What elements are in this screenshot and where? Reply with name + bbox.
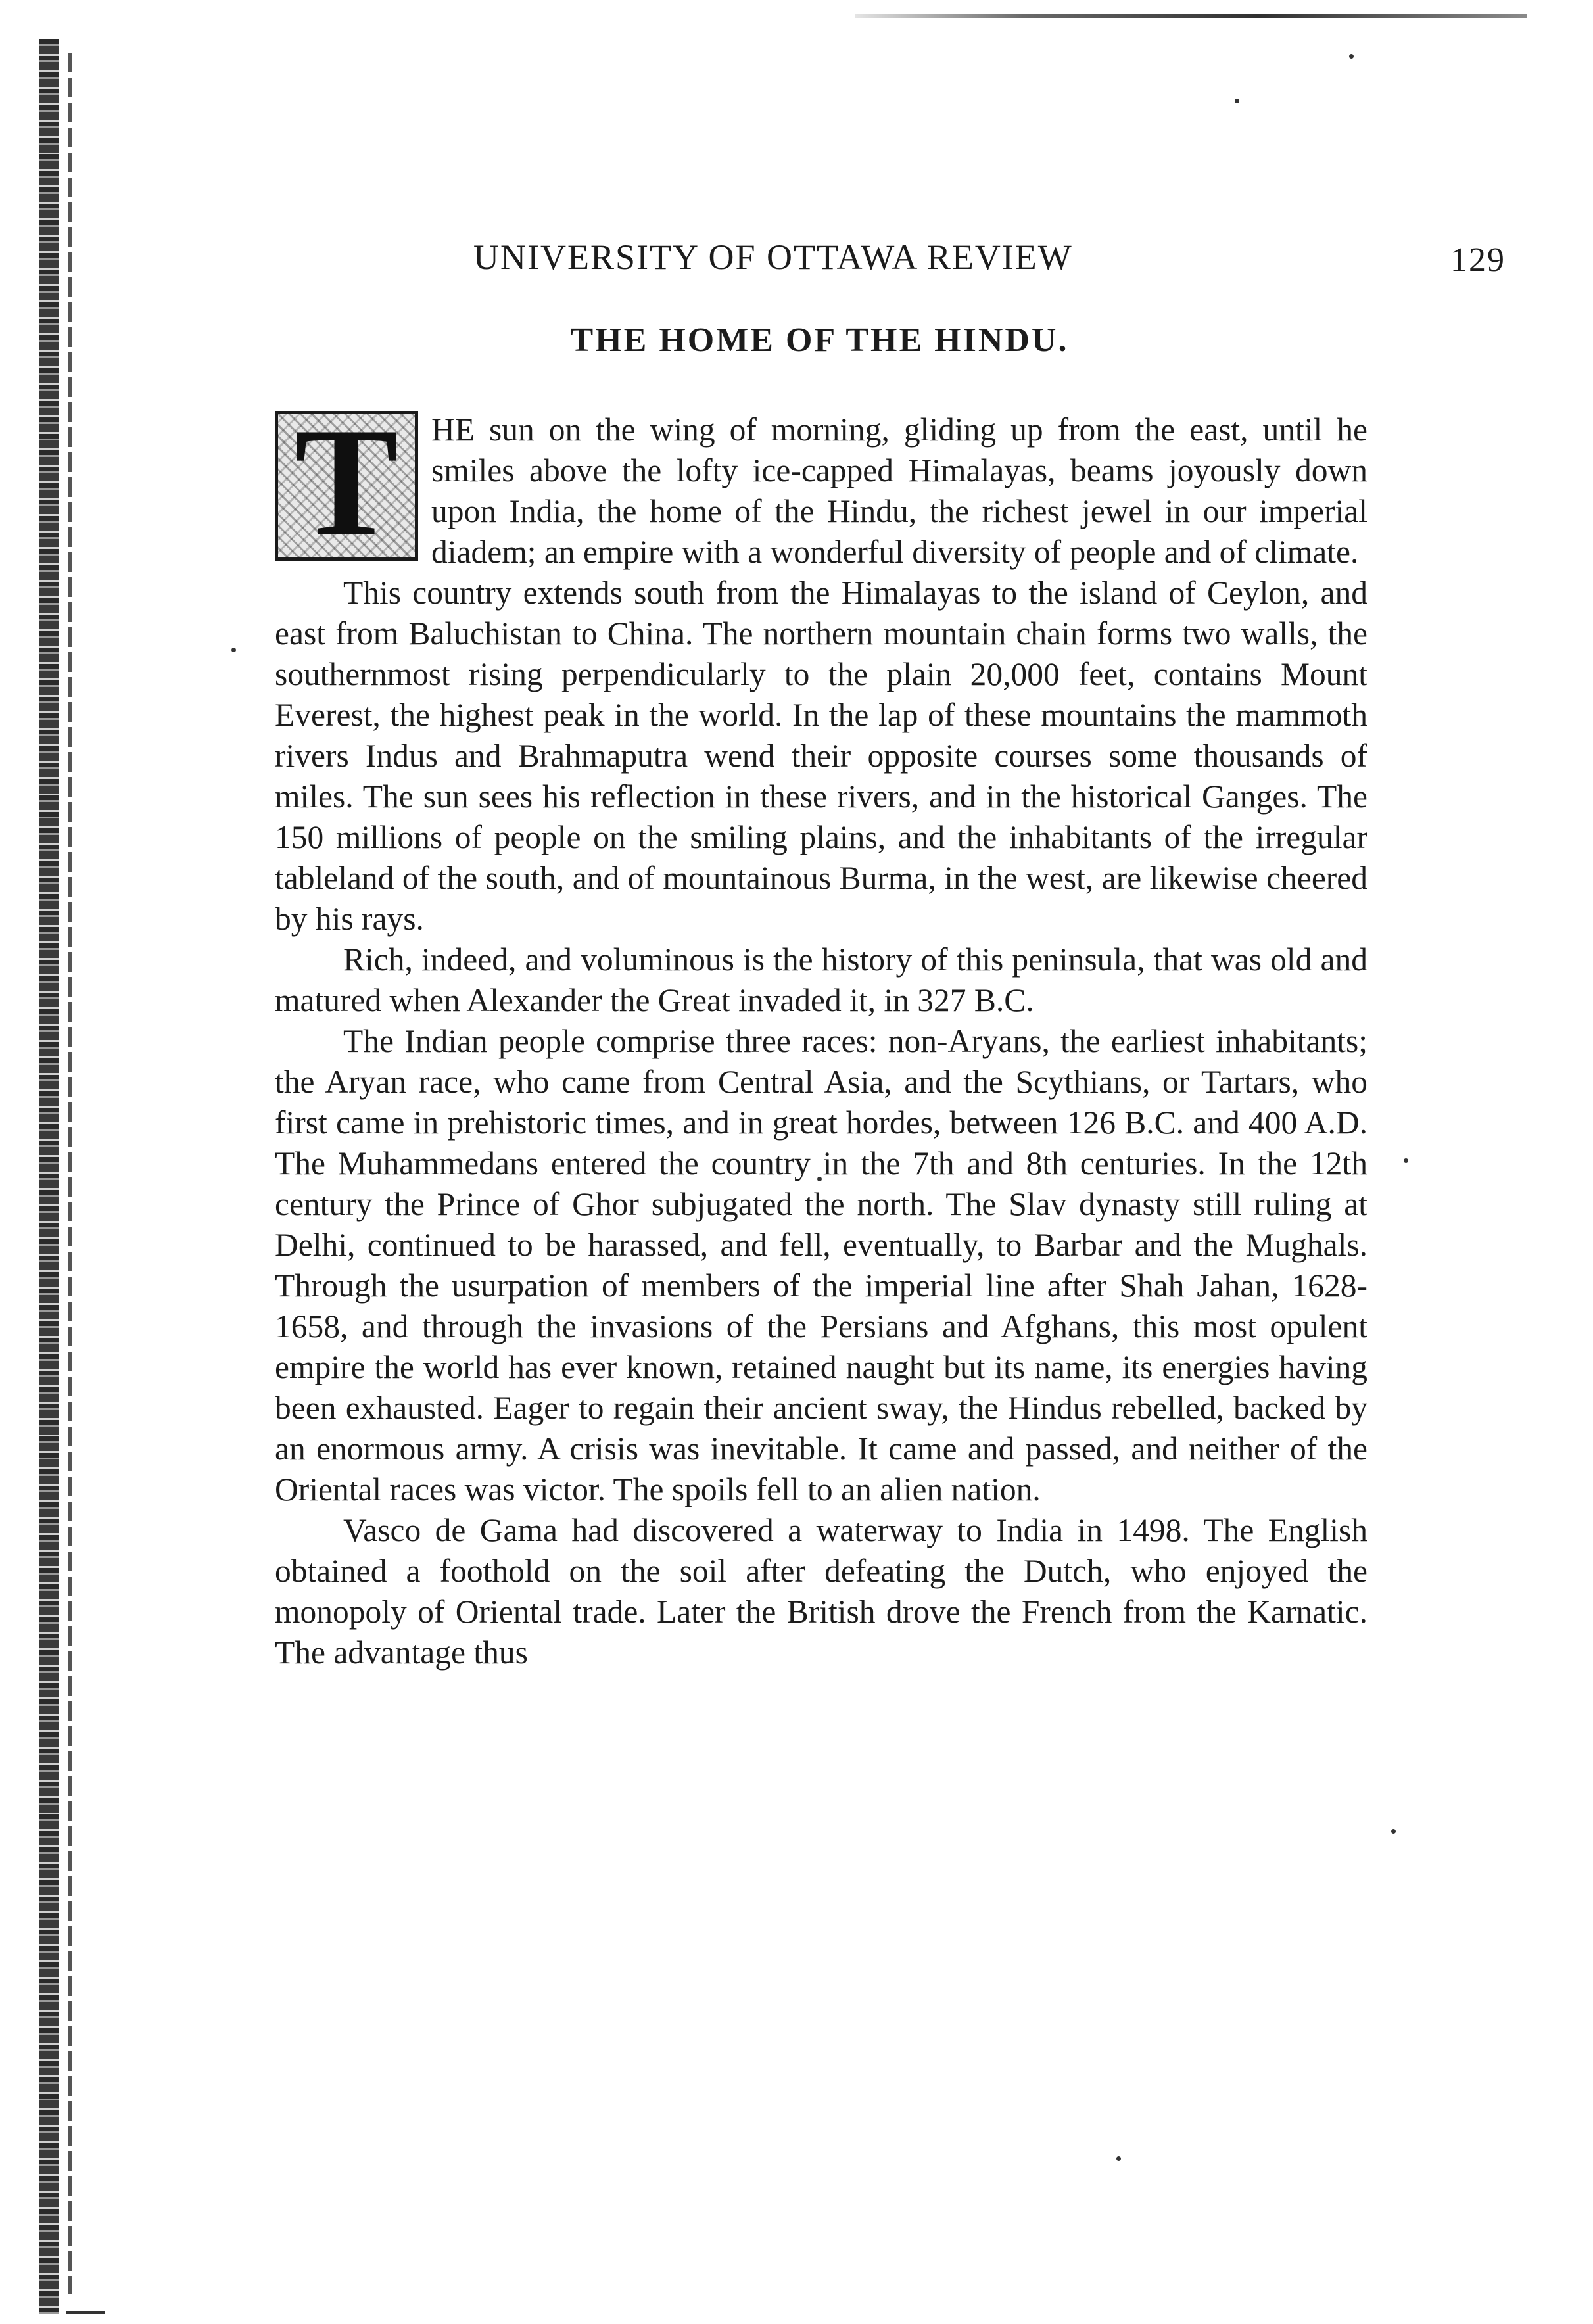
drop-cap-spacer: [275, 410, 431, 570]
paragraph: The Indian people comprise three races: non-Aryans, the earliest inhabitants; the Aryan race, who came from Central Asia, and the Scythians, or Tartars, who first came in prehistoric times, and in great hordes, between 126 B.C. and 400 A.D. The Muhammedans entered the country in the 7th and 8th centuries. In the 12th century the Prince of Ghor subjugated the north. The Slav dynasty still ruling at Delhi, continued to be harassed, and fell, eventually, to Barbar and the Mughals. Through the usurpation of members of the imperial line after Shah Jahan, 1628-1658, and through the invasions of the Persians and Afghans, this most opulent empire the world has ever known, retained naught but its name, its energies having been exhausted. Eager to regain their ancient sway, the Hindus rebelled, backed by an enormous army. A crisis was inevitable. It came and passed, and neither of the Oriental races was victor. The spoils fell to an alien nation.: [275, 1023, 1367, 1507]
scan-speck: [1404, 1158, 1408, 1163]
running-title: UNIVERSITY OF OTTAWA REVIEW: [473, 237, 1073, 277]
page-binding-edge: [39, 39, 59, 2314]
paragraph: HE sun on the wing of morning, gliding up from the east, until he smiles above the lofty ice-capped Himalayas, beams joyously down upon India, the home of the Hindu, the richest jewel in our imperial diadem; an empire with a wonderful diversity of people and of climate.: [431, 412, 1367, 570]
top-scan-rule: [855, 14, 1527, 18]
running-header: [473, 237, 1506, 283]
paragraph: Rich, indeed, and voluminous is the history of this peninsula, that was old and matured when Alexander the Great invaded it, in 327 B.C.: [275, 941, 1367, 1018]
article-title: THE HOME OF THE HINDU.: [570, 321, 1069, 359]
paragraph: This country extends south from the Himalayas to the island of Ceylon, and east from Baluchistan to China. The northern mountain chain forms two walls, the southernmost rising perpendicularly to the plain 20,000 feet, contains Mount Everest, the highest peak in the world. In the lap of these mountains the mammoth rivers Indus and Brahmaputra wend their opposite courses some thousands of miles. The sun sees his reflection in these rivers, and in the historical Ganges. The 150 millions of people on the smiling plains, and the inhabitants of the irregular tableland of the south, and of mountainous Burma, in the west, are likewise cheered by his rays.: [275, 575, 1367, 937]
scan-speck: [1116, 2156, 1121, 2161]
page-binding-shadow: [68, 53, 72, 2294]
drop-cap-letter: T: [295, 411, 398, 561]
scan-speck: [1235, 99, 1239, 103]
scan-speck: [231, 648, 236, 652]
page-corner-mark: [66, 2311, 105, 2314]
scan-speck: [1349, 54, 1354, 59]
page-number: 129: [1450, 241, 1506, 279]
scan-speck: [1391, 1829, 1396, 1834]
article-body: [275, 410, 1367, 1673]
paragraph: Vasco de Gama had discovered a waterway to India in 1498. The English obtained a foothold on the soil after defeating the Dutch, who enjoyed the monopoly of Oriental trade. Later the British drove the French from the Karnatic. The advantage thus: [275, 1512, 1367, 1671]
